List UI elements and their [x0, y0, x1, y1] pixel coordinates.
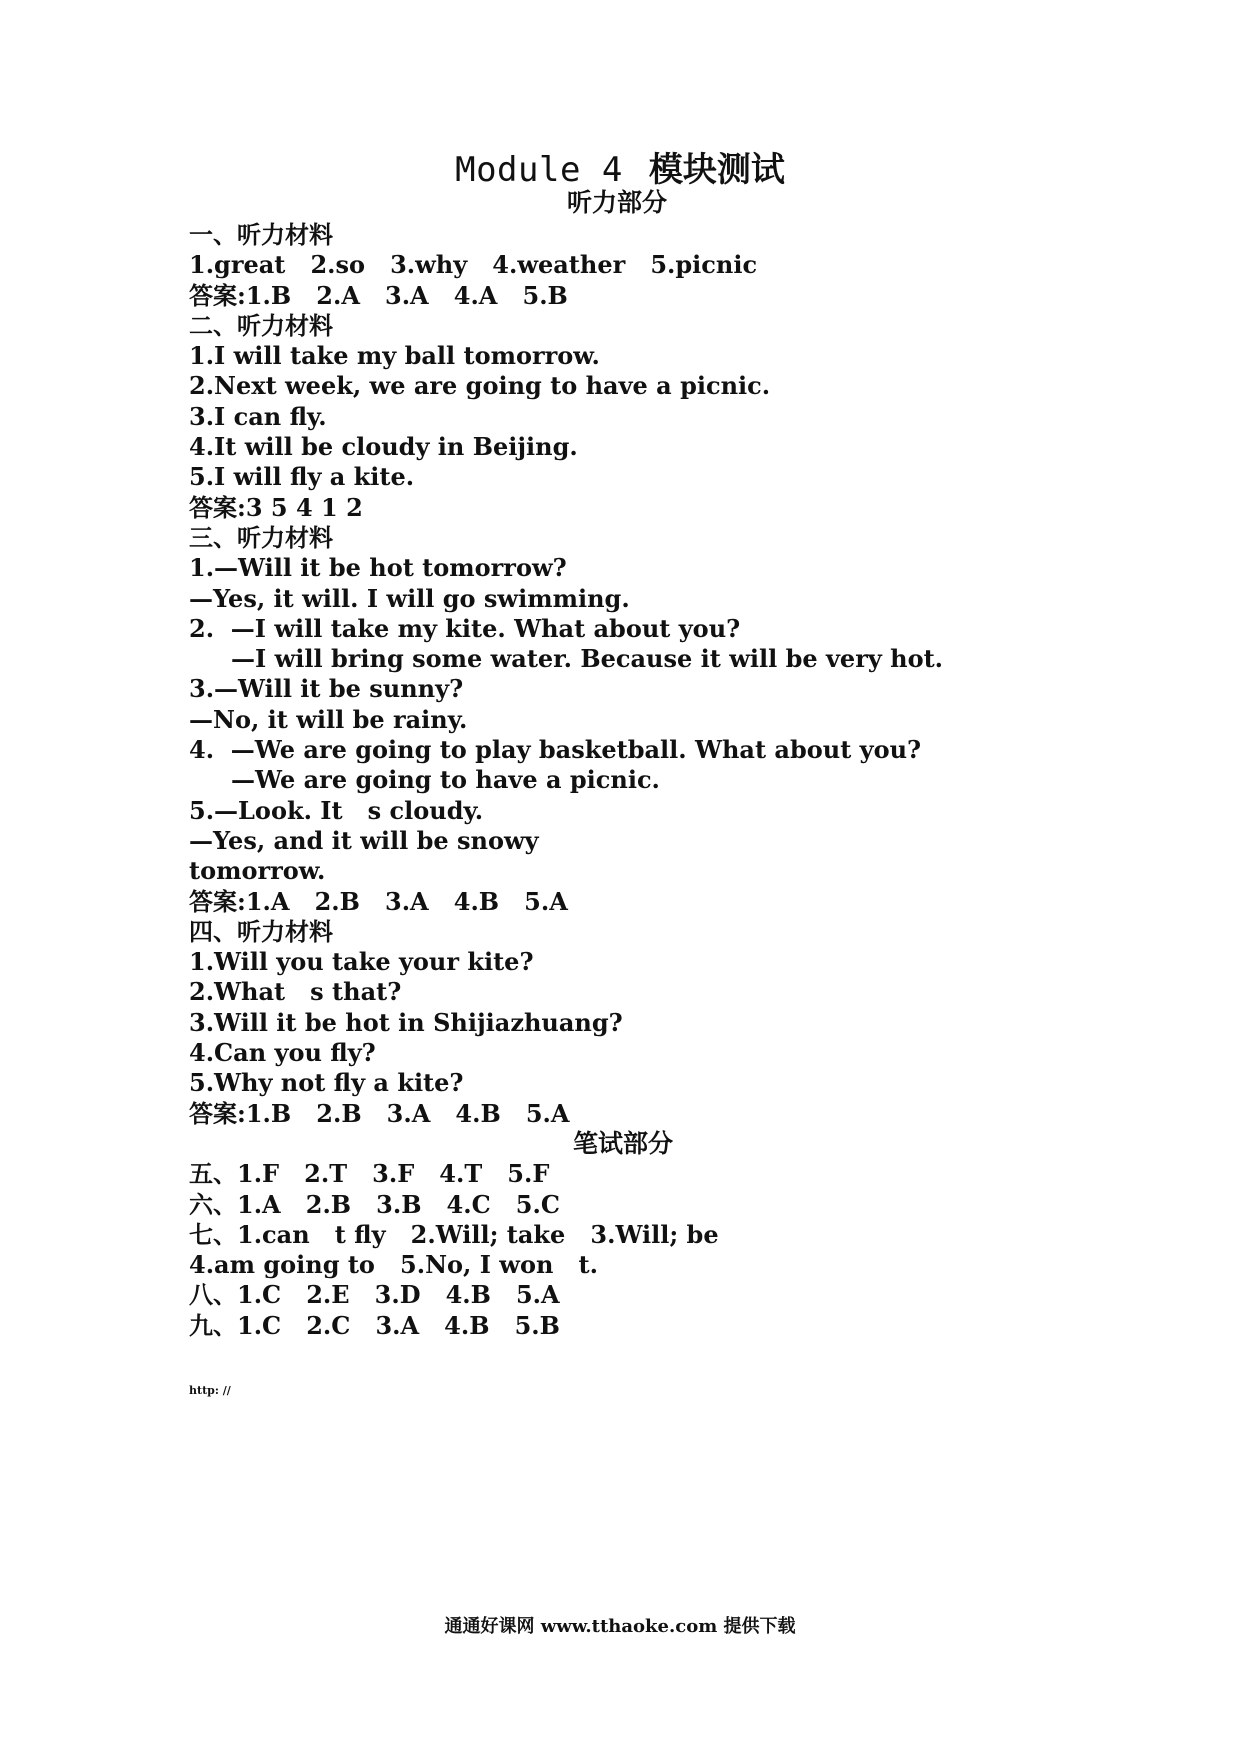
title-chinese: 模块测试: [648, 150, 785, 190]
url-text: http: //: [189, 1384, 231, 1397]
section-7-answers: 七、1.can t fly 2.Will; take 3.Will; be: [189, 1219, 719, 1249]
section-2-item-1: 1.I will take my ball tomorrow.: [189, 341, 600, 371]
section-3-answers: 答案:1.A 2.B 3.A 4.B 5.A: [189, 886, 568, 916]
section-3-item-2-question: 2. —I will take my kite. What about you?: [189, 613, 741, 643]
section-4-item-1: 1.Will you take your kite?: [189, 947, 534, 977]
section-3-item-2-reply: —I will bring some water. Because it will be very hot.: [231, 644, 944, 674]
section-3-item-5-reply-cont: tomorrow.: [189, 856, 326, 886]
title-english: Module 4: [455, 150, 623, 190]
answer-key-body: [189, 220, 1189, 1341]
section-5-answers: 五、1.F 2.T 3.F 4.T 5.F: [189, 1159, 550, 1189]
section-3-item-1-question: 1.—Will it be hot tomorrow?: [189, 553, 567, 583]
section-4-item-3: 3.Will it be hot in Shijiazhuang?: [189, 1007, 623, 1037]
section-3-item-5-reply: —Yes, and it will be snowy: [189, 825, 539, 855]
section-1-words: 1.great 2.so 3.why 4.weather 5.picnic: [189, 250, 758, 280]
section-3-item-4-question: 4. —We are going to play basketball. What about you?: [189, 735, 922, 765]
section-1-answers: 答案:1.B 2.A 3.A 4.A 5.B: [189, 280, 568, 310]
section-2-heading: 二、听力材料: [189, 310, 333, 340]
section-3-item-5-question: 5.—Look. It s cloudy.: [189, 795, 484, 825]
section-4-answers: 答案:1.B 2.B 3.A 4.B 5.A: [189, 1098, 570, 1128]
section-2-answers: 答案:3 5 4 1 2: [189, 492, 363, 522]
section-8-answers: 八、1.C 2.E 3.D 4.B 5.A: [189, 1280, 560, 1310]
section-2-item-3: 3.I can fly.: [189, 401, 327, 431]
section-3-heading: 三、听力材料: [189, 522, 333, 552]
section-6-answers: 六、1.A 2.B 3.B 4.C 5.C: [189, 1189, 560, 1219]
written-section-heading: 笔试部分: [573, 1128, 674, 1158]
section-2-item-2: 2.Next week, we are going to have a picnic.: [189, 371, 771, 401]
footer-source: 通通好课网 www.tthaoke.com 提供下载: [444, 1616, 796, 1637]
section-2-item-5: 5.I will fly a kite.: [189, 462, 415, 492]
section-4-item-5: 5.Why not fly a kite?: [189, 1068, 464, 1098]
section-3-item-3-reply: —No, it will be rainy.: [189, 704, 468, 734]
section-4-heading: 四、听力材料: [189, 916, 333, 946]
section-4-item-2: 2.What s that?: [189, 977, 402, 1007]
section-2-item-4: 4.It will be cloudy in Beijing.: [189, 432, 578, 462]
section-4-item-4: 4.Can you fly?: [189, 1038, 376, 1068]
listening-section-heading: 听力部分: [567, 188, 668, 217]
section-1-heading: 一、听力材料: [189, 220, 333, 249]
section-9-answers: 九、1.C 2.C 3.A 4.B 5.B: [189, 1310, 560, 1340]
section-3-item-1-reply: —Yes, it will. I will go swimming.: [189, 583, 630, 613]
section-3-item-3-question: 3.—Will it be sunny?: [189, 674, 464, 704]
section-7-answers-cont: 4.am going to 5.No, I won t.: [189, 1250, 598, 1280]
section-3-item-4-reply: —We are going to have a picnic.: [231, 765, 660, 795]
